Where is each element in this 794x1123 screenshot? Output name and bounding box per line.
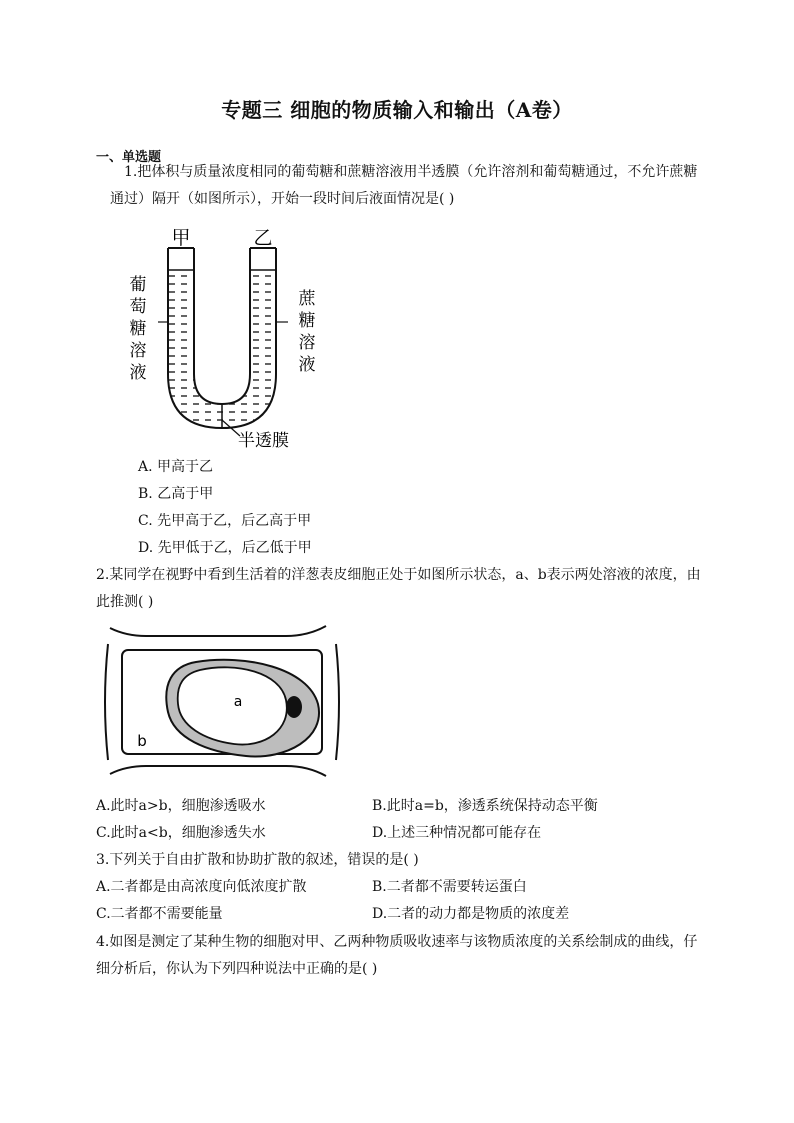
question-1-stem-line-2: 通过）隔开（如图所示），开始一段时间后液面情况是( ) xyxy=(110,191,455,207)
nucleus xyxy=(286,696,302,718)
question-2-option-d: D.上述三种情况都可能存在 xyxy=(372,825,542,841)
question-1-option-c: C. 先甲高于乙，后乙高于甲 xyxy=(138,513,312,529)
question-4-stem-line-1: 4.如图是测定了某种生物的细胞对甲、乙两种物质吸收速率与该物质浓度的关系绘制成的曲线，仔 xyxy=(96,934,698,950)
question-3-option-b: B.二者都不需要转运蛋白 xyxy=(372,879,527,895)
question-1-option-b: B. 乙高于甲 xyxy=(138,486,214,502)
label-b: b xyxy=(137,732,147,750)
question-3-stem: 3.下列关于自由扩散和协助扩散的叙述，错误的是( ) xyxy=(96,852,419,868)
question-4-stem-line-2: 细分析后，你认为下列四种说法中正确的是( ) xyxy=(96,961,378,977)
onion-cell-figure xyxy=(96,622,346,784)
label-a: a xyxy=(233,694,243,710)
sucrose-label-char-4: 液 xyxy=(298,355,316,375)
question-1-stem-line-1: 1.把体积与质量浓度相同的葡萄糖和蔗糖溶液用半透膜（允许溶剂和葡萄糖通过，不允许蔗糖 xyxy=(124,164,698,180)
glucose-label-char-2: 萄 xyxy=(129,297,147,317)
glucose-label-char-3: 糖 xyxy=(129,319,147,339)
sucrose-label-char-1: 蔗 xyxy=(298,289,316,309)
onion-cell-diagram xyxy=(96,622,346,780)
question-2-option-c: C.此时a<b，细胞渗透失水 xyxy=(96,825,266,841)
tube-left-label: 甲 xyxy=(171,227,191,249)
question-1-option-a: A. 甲高于乙 xyxy=(138,459,214,475)
sucrose-label-char-3: 溶 xyxy=(298,333,316,353)
membrane-label: 半透膜 xyxy=(238,431,289,451)
question-3-option-c: C.二者都不需要能量 xyxy=(96,906,223,922)
glucose-label-char-1: 葡 xyxy=(129,275,147,295)
question-2-option-a: A.此时a>b，细胞渗透吸水 xyxy=(96,798,266,814)
u-tube-diagram xyxy=(118,224,318,454)
question-2-stem-line-1: 2.某同学在视野中看到生活着的洋葱表皮细胞正处于如图所示状态，a、b表示两处溶液的浓度，由 xyxy=(96,567,701,583)
glucose-label-char-4: 溶 xyxy=(129,341,147,361)
question-3-option-a: A.二者都是由高浓度向低浓度扩散 xyxy=(96,879,307,895)
question-3-option-d: D.二者的动力都是物质的浓度差 xyxy=(372,906,570,922)
glucose-label-char-5: 液 xyxy=(129,363,147,383)
page-title: 专题三 细胞的物质输入和输出（A卷） xyxy=(221,98,573,122)
sucrose-label-char-2: 糖 xyxy=(298,311,316,331)
u-tube-figure xyxy=(118,224,318,458)
tube-right-label: 乙 xyxy=(253,227,273,249)
question-2-stem-line-2: 此推测( ) xyxy=(96,594,154,610)
question-1-option-d: D. 先甲低于乙，后乙低于甲 xyxy=(138,540,312,556)
tube-inner-wall xyxy=(194,248,250,404)
section-heading: 一、单选题 xyxy=(96,150,162,165)
question-2-option-b: B.此时a=b，渗透系统保持动态平衡 xyxy=(372,798,598,814)
